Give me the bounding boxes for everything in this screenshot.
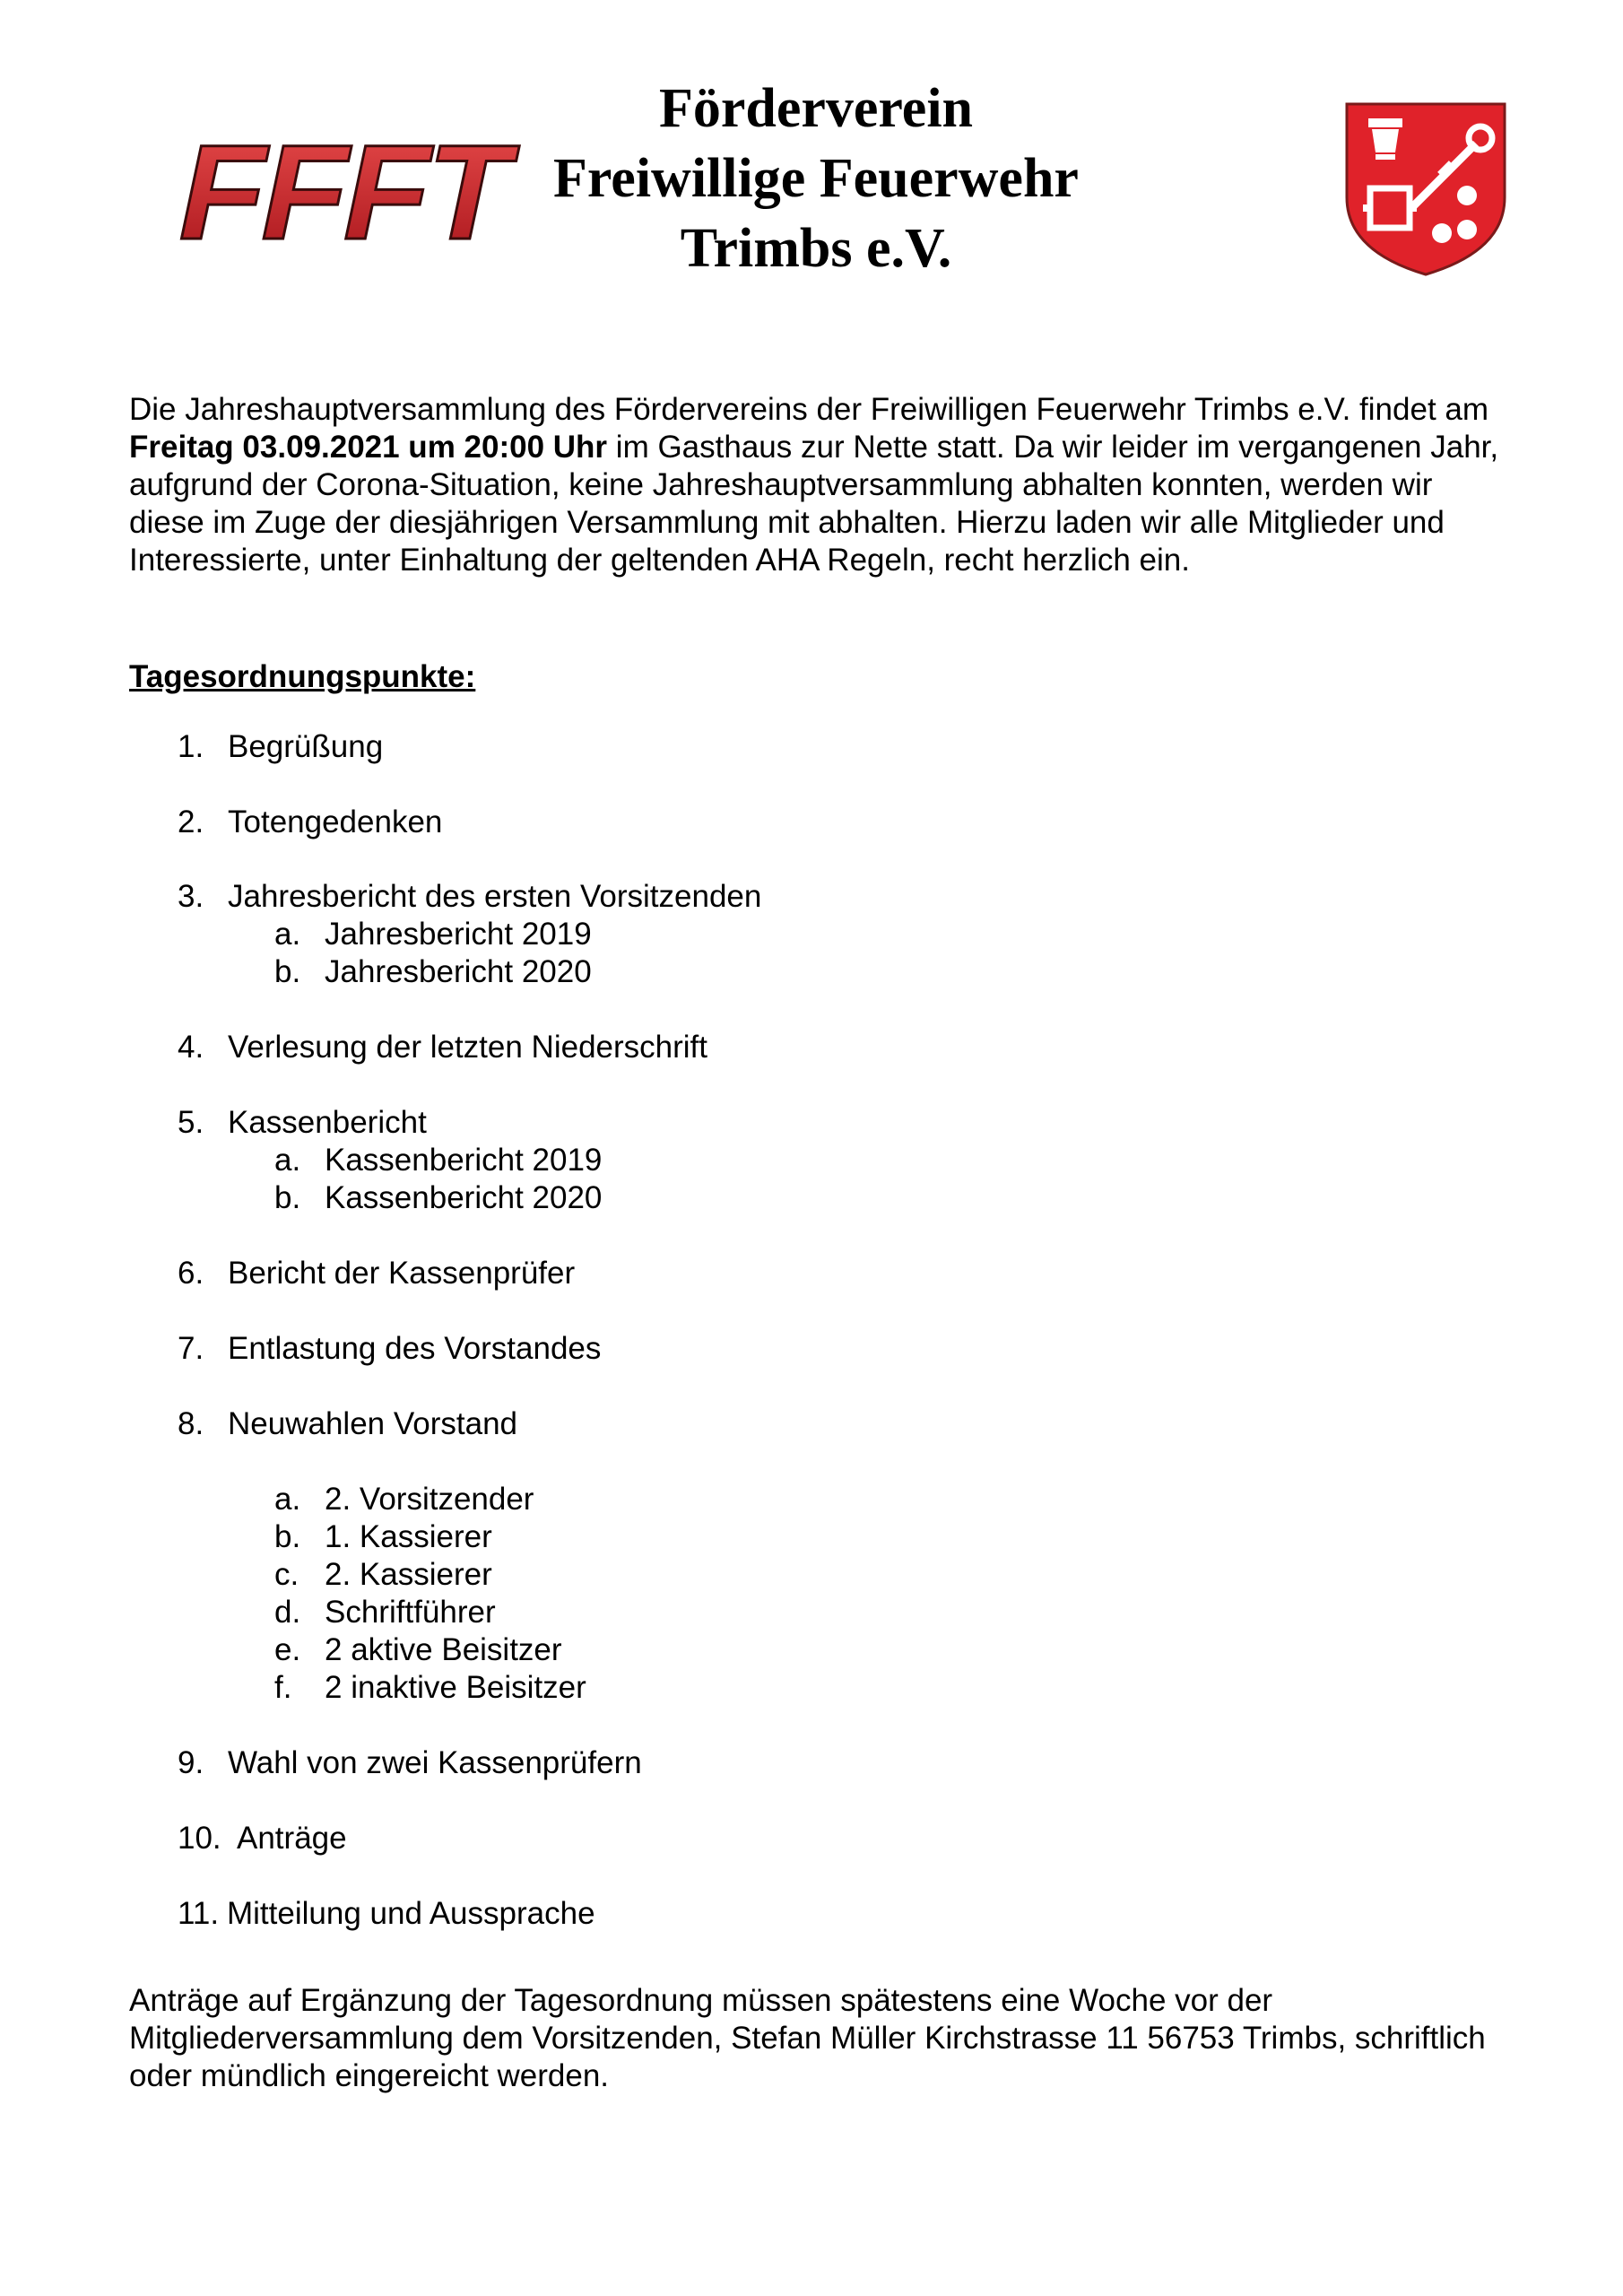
- subitem-label: Jahresbericht 2019: [325, 917, 592, 952]
- agenda-item: [178, 878, 761, 916]
- subitem-letter: a.: [274, 917, 301, 952]
- subitem-label: Schriftführer: [325, 1595, 496, 1630]
- item-number: 11.: [178, 1896, 220, 1931]
- subitem-letter: a.: [274, 1482, 301, 1517]
- agenda-item: [178, 1820, 347, 1857]
- agenda-subitem: [274, 1518, 492, 1556]
- subitem-label: Kassenbericht 2019: [325, 1143, 603, 1178]
- agenda-subitem: [274, 1142, 602, 1179]
- subitem-label: 2 aktive Beisitzer: [325, 1632, 562, 1667]
- item-number: 1.: [178, 729, 204, 764]
- agenda-subitem: [274, 953, 592, 991]
- coat-of-arms-icon: [1341, 99, 1510, 278]
- closing-paragraph: Anträge auf Ergänzung der Tagesordnung müssen spätestens eine Woche vor der Mitgliederversammlung dem Vorsitzenden, Stefan Müller Kirchstrasse 11 56753 Trimbs, schriftlich oder mündlich eingereicht werden.: [129, 1983, 1486, 2093]
- subitem-letter: b.: [274, 954, 301, 989]
- meeting-date: Freitag 03.09.2021 um 20:00 Uhr: [129, 430, 608, 465]
- title-line-2: Freiwillige Feuerwehr: [553, 148, 1079, 209]
- subitem-letter: a.: [274, 1143, 301, 1178]
- agenda-item: [178, 1330, 601, 1368]
- item-number: 5.: [178, 1105, 204, 1140]
- item-label: Entlastung des Vorstandes: [228, 1331, 602, 1366]
- item-label: Kassenbericht: [228, 1105, 427, 1140]
- ffft-logo: [166, 97, 527, 268]
- item-label: Mitteilung und Aussprache: [227, 1896, 595, 1931]
- agenda-item: [178, 804, 442, 841]
- subitem-label: 2. Vorsitzender: [325, 1482, 534, 1517]
- item-label: Totengedenken: [228, 804, 443, 839]
- item-number: 4.: [178, 1030, 204, 1065]
- item-label: Neuwahlen Vorstand: [228, 1406, 517, 1441]
- agenda-heading: Tagesordnungspunkte:: [129, 659, 476, 694]
- agenda-subitem: [274, 1179, 602, 1217]
- item-label: Begrüßung: [228, 729, 384, 764]
- agenda-subitem: [274, 1556, 492, 1594]
- agenda-subitem: [274, 1594, 496, 1631]
- agenda-item: [178, 1029, 707, 1066]
- item-number: 8.: [178, 1406, 204, 1441]
- item-number: 10.: [178, 1821, 221, 1856]
- item-label: Wahl von zwei Kassenprüfern: [228, 1745, 642, 1780]
- intro-paragraph: [129, 391, 1510, 579]
- agenda-item: [178, 1744, 642, 1782]
- agenda-subitem: [274, 1631, 562, 1669]
- agenda-subitem: [274, 1481, 534, 1518]
- agenda-item: [178, 1104, 427, 1142]
- subitem-letter: b.: [274, 1180, 301, 1215]
- item-label: Verlesung der letzten Niederschrift: [228, 1030, 707, 1065]
- subitem-label: 2. Kassierer: [325, 1557, 492, 1592]
- item-number: 6.: [178, 1256, 204, 1291]
- item-number: 2.: [178, 804, 204, 839]
- svg-text:FFFT: FFFT: [166, 117, 527, 268]
- page-title: [466, 74, 1166, 283]
- subitem-label: Jahresbericht 2020: [325, 954, 592, 989]
- item-label: Bericht der Kassenprüfer: [228, 1256, 576, 1291]
- intro-text-2: im Gasthaus zur Nette statt. Da wir leider im vergangenen Jahr, aufgrund der Corona-Situation, keine Jahreshauptversammlung abhalten konnten, werden wir diese im Zuge der diesjährigen Versammlung mit abhalten. Hierzu laden wir alle Mitglieder und Interessierte, unter Einhaltung der geltenden AHA Regeln, recht herzlich ein.: [129, 430, 1499, 578]
- intro-text-1: Die Jahreshauptversammlung des Fördervereins der Freiwilligen Feuerwehr Trimbs e.V. findet am: [129, 392, 1489, 427]
- subitem-label: 2 inaktive Beisitzer: [325, 1670, 586, 1705]
- agenda-subitem: [274, 1669, 586, 1707]
- subitem-label: Kassenbericht 2020: [325, 1180, 603, 1215]
- agenda-item: [178, 1895, 595, 1933]
- item-number: 7.: [178, 1331, 204, 1366]
- title-line-1: Förderverein: [658, 78, 974, 139]
- item-label: Jahresbericht des ersten Vorsitzenden: [228, 879, 762, 914]
- item-number: 3.: [178, 879, 204, 914]
- item-number: 9.: [178, 1745, 204, 1780]
- agenda-item: [178, 1255, 575, 1292]
- agenda-subitem: [274, 916, 592, 953]
- subitem-letter: b.: [274, 1519, 301, 1554]
- subitem-letter: d.: [274, 1595, 301, 1630]
- subitem-letter: e.: [274, 1632, 301, 1667]
- subitem-label: 1. Kassierer: [325, 1519, 492, 1554]
- agenda-item: [178, 728, 383, 766]
- item-label: Anträge: [237, 1821, 347, 1856]
- subitem-letter: c.: [274, 1557, 299, 1592]
- agenda-item: [178, 1405, 517, 1443]
- title-line-3: Trimbs e.V.: [680, 218, 952, 279]
- subitem-letter: f.: [274, 1670, 292, 1705]
